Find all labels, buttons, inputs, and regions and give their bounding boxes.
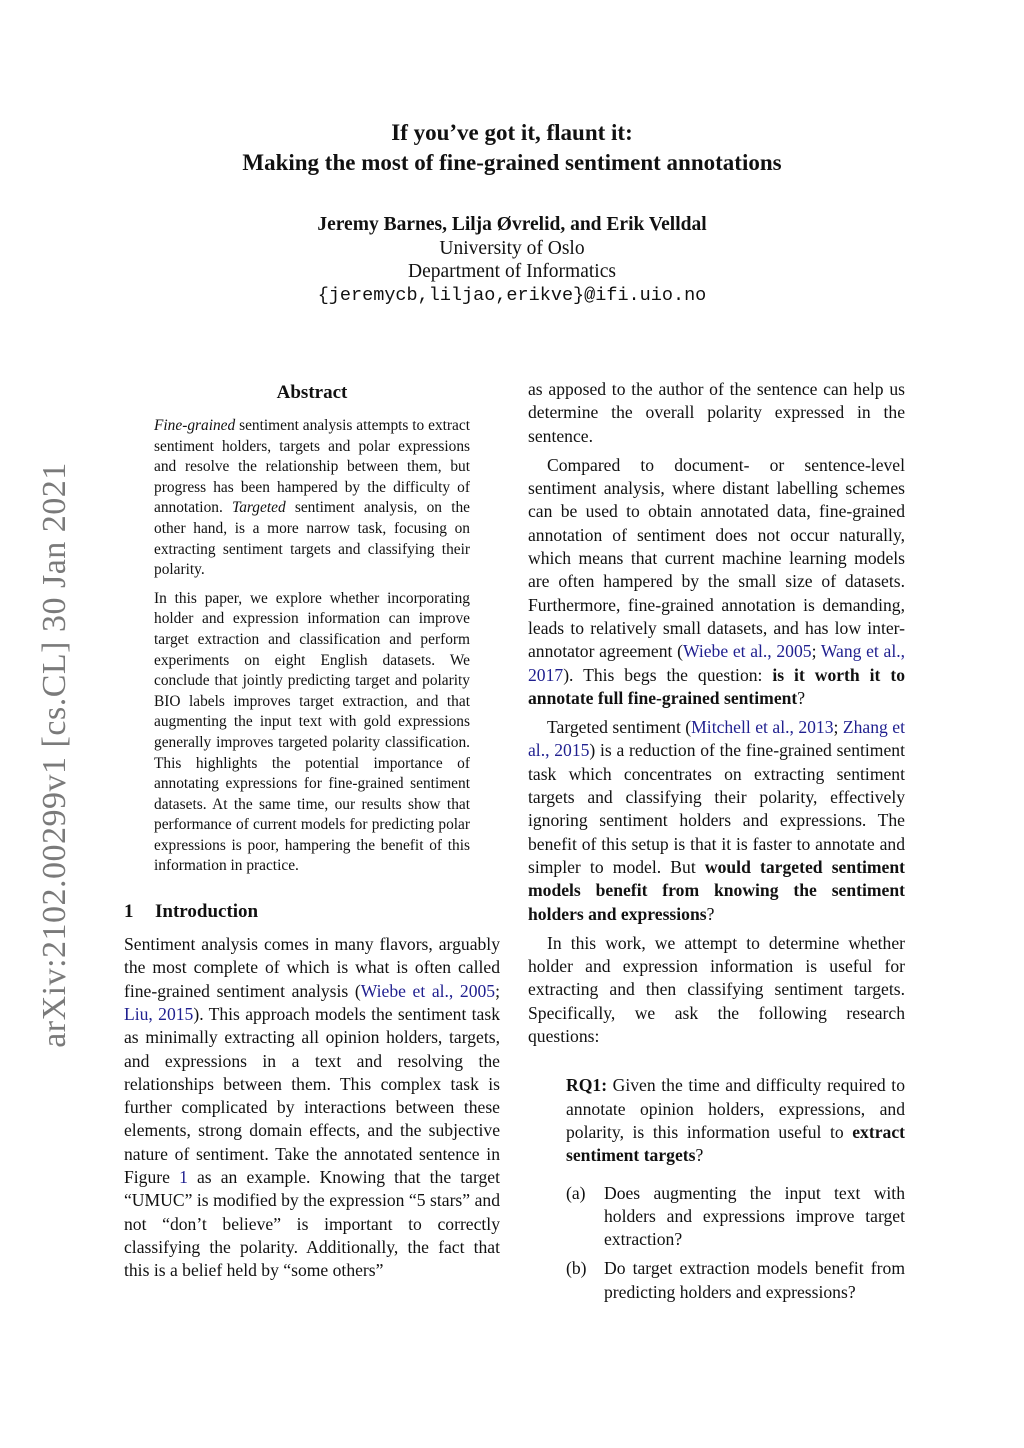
abstract-paragraph-2: In this paper, we explore whether incorporating holder and expression information can improve target extraction and classification and perform experiments on eight English datasets. We conclude that jointly predicting target and polarity BIO labels improves target extraction, and that augmenting the input text with gold expressions generally improves targeted polarity classification. This highlights the potential importance of annotating expressions for fine-grained sentiment datasets. At the same time, our results show that performance of current models for predicting polar expressions is poor, hampering the benefit of this information in practice. xyxy=(154,589,470,875)
list-item-label: (a) xyxy=(566,1182,586,1203)
rq-text: ? xyxy=(695,1145,704,1166)
emphasis-fine-grained: Fine-grained xyxy=(154,417,236,434)
abstract-paragraph-1 xyxy=(154,416,470,581)
figure-reference-link[interactable]: 1 xyxy=(179,1167,188,1188)
title-line-2: Making the most of fine-grained sentiment annotations xyxy=(242,150,782,175)
author-block xyxy=(0,213,1024,307)
citation-link[interactable]: Wiebe et al., 2005 xyxy=(360,980,496,1001)
list-item-label: (b) xyxy=(566,1258,587,1279)
body-text: ). This approach models the sentiment task as minimally extracting all opinion holders, targets, and expressions in a text and resolving the relationships between them. This complex task is further complicated by interactions between these elements, strong domain effects, and the subjective nature of sentiment. Take the annotated sentence in Figure xyxy=(124,1003,500,1188)
section-number: 1 xyxy=(124,901,134,923)
abstract-text: sentiment analysis attempts to extract sentiment holders, targets and polar expressions and resolve the relationship between them, but progress has been hampered by the difficulty of annotation. xyxy=(154,417,470,517)
rq-label: RQ1: xyxy=(566,1075,608,1096)
bold-question: would targeted sentiment models benefit from knowing the sentiment holders and expressions xyxy=(528,856,905,924)
abstract-body xyxy=(154,416,470,877)
citation-separator: ; xyxy=(495,980,500,1001)
citation-link[interactable]: Liu, 2015 xyxy=(124,1003,194,1024)
body-text: as an example. Knowing that the target “UMUC” is modified by the expression “5 stars” and not “don’t believe” is important to correctly classifying the polarity. Additionally, the fact that this is a belief held by “some others” xyxy=(124,1167,501,1281)
citation-separator: ; xyxy=(833,717,843,738)
left-column xyxy=(124,378,500,1283)
paragraph-research-questions-intro: In this work, we attempt to determine whether holder and expression information is useful for extracting and then classifying sentiment targets. Specifically, we ask the following research questions: xyxy=(528,932,905,1047)
abstract-heading: Abstract xyxy=(276,382,348,403)
author-emails: {jeremycb,liljao,erikve}@ifi.uio.no xyxy=(317,284,707,306)
emphasis-targeted: Targeted xyxy=(232,499,286,517)
body-text: ? xyxy=(706,903,715,924)
paragraph-targeted-sentiment xyxy=(528,716,905,926)
body-text: ? xyxy=(797,687,806,708)
rq-bold-text: extract sentiment targets xyxy=(566,1121,905,1166)
right-column xyxy=(528,378,905,1310)
list-item xyxy=(566,1257,905,1304)
introduction-paragraph xyxy=(124,933,500,1282)
citation-link[interactable]: Wiebe et al., 2005 xyxy=(682,641,812,662)
rq-text: Given the time and difficulty required to annotate opinion holders, expressions, and polarity, is this information useful to xyxy=(566,1075,905,1142)
arxiv-identifier: arXiv:2102.00299v1 [cs.CL] 30 Jan 2021 xyxy=(36,462,73,1048)
title-line-1: If you’ve got it, flaunt it: xyxy=(391,120,633,145)
section-title: Introduction xyxy=(155,901,259,923)
research-question-1 xyxy=(566,1074,905,1167)
list-item-text: Do target extraction models benefit from predicting holders and expressions? xyxy=(604,1258,905,1302)
section-heading-introduction xyxy=(124,901,500,923)
citation-link[interactable]: Zhang et al., 2015 xyxy=(528,717,905,761)
research-subquestion-list xyxy=(566,1182,905,1304)
citation-link[interactable]: Wang et al., 2017 xyxy=(528,641,906,685)
body-text: Compared to document- or sentence-level sentiment analysis, where distant labelling schemes can be used to obtain annotated data, fine-grained annotation of sentiment does not occur naturally, which means that current machine learning models are often hampered by the small size of datasets. Furthermore, fine-grained annotation is demanding, leads to relatively small datasets, and has low inter-annotator agreement ( xyxy=(528,454,905,662)
author-names: Jeremy Barnes, Lilja Øvrelid, and Erik Velldal xyxy=(317,214,707,235)
paragraph-continued: as apposed to the author of the sentence can help us determine the overall polarity expressed in the sentence. xyxy=(528,379,905,446)
body-text: ). This begs the question: xyxy=(563,664,773,685)
abstract-text: sentiment analysis, on the other hand, is a more narrow task, focusing on extracting sentiment targets and classifying their polarity. xyxy=(154,499,470,579)
citation-link[interactable]: Mitchell et al., 2013 xyxy=(691,717,834,738)
affiliation-university: University of Oslo xyxy=(439,237,585,259)
citation-separator: ; xyxy=(811,641,821,662)
paper-title xyxy=(0,118,1024,178)
list-item-text: Does augmenting the input text with holders and expressions improve target extraction? xyxy=(604,1182,905,1250)
body-text: Sentiment analysis comes in many flavors, arguably the most complete of which is what is often called fine-grained sentiment analysis ( xyxy=(124,934,500,1001)
bold-question: is it worth it to annotate full fine-grained sentiment xyxy=(528,664,905,708)
body-text: ) is a reduction of the fine-grained sentiment task which concentrates on extracting sentiment targets and classifying their polarity, effectively ignoring sentiment holders and expressions. The benefit of this setup is that it is faster to annotate and simpler to model. But xyxy=(528,740,905,877)
body-text: Targeted sentiment ( xyxy=(547,717,692,738)
affiliation-department: Department of Informatics xyxy=(408,261,616,282)
list-item xyxy=(566,1182,905,1252)
introduction-body xyxy=(124,933,500,1282)
paragraph-fine-grained-annotation xyxy=(528,454,905,710)
